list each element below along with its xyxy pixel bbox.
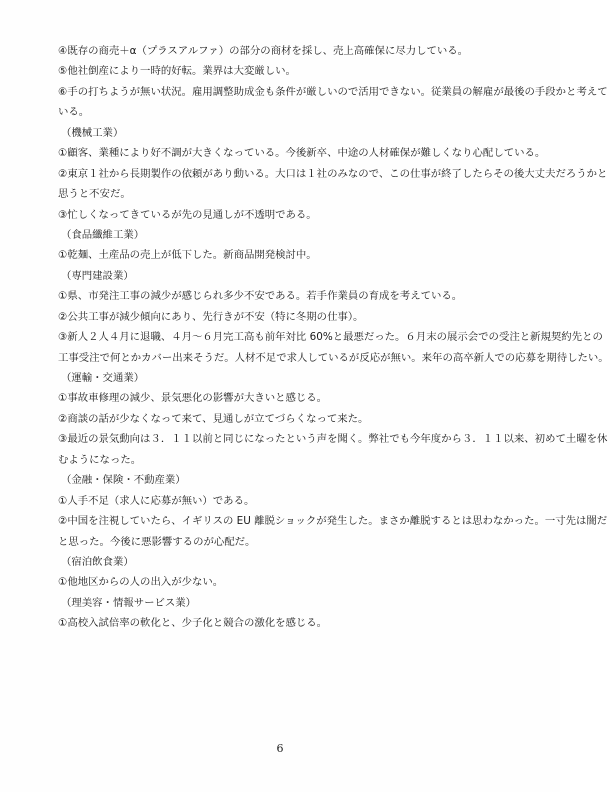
body-text-line: ①人手不足（求人に応募が無い）である。 [58,494,255,507]
page-number: 6 [276,742,284,755]
body-text-line: ⑥手の打ちようが無い状況。雇用調整助成金も条件が厳しいので活用できない。従業員の解雇が最後の手段かと考えて [58,85,608,98]
body-text-line: ①顧客、業種により好不調が大きくなっている。今後新卒、中途の人材確保が難しくなり心配している。 [58,147,546,160]
section-heading: （機械工業） [61,126,124,139]
section-heading: （食品纖維工業） [61,228,145,241]
body-text-line: 思うと不安だ。 [58,188,131,201]
body-text-line: ③新人２人４月に退職、４月～６月完工高も前年対比 60%と最悪だった。６月末の展示会での受注と新規契約先との [58,331,603,344]
section-heading: （理美容・情報サービス業） [61,596,197,609]
body-text-line: 工事受注で何とかカバー出来そうだ。人材不足で求人しているが反応が無い。来年の高卒新人での応募を期待したい。 [58,351,609,364]
section-heading: （宿泊飲食業） [61,555,134,568]
body-text-line: ①事故車修理の減少、景気悪化の影響が大きいと感じる。 [58,392,328,405]
document-body [58,41,609,634]
body-text-line: ②東京１社から長期製作の依頼があり動いる。大口は１社のみなので、この仕事が終了したらその後大丈夫だろうかと [58,167,608,180]
section-heading: （専門建設業） [61,269,134,282]
section-heading: （金融・保険・不動産業） [61,474,186,487]
body-text-line: ④既存の商売＋α（プラスアルファ）の部分の商材を採し、売上高確保に尽力している。 [58,45,469,57]
body-text-line: ②商談の話が少なくなって来て、見通しが立てづらくなって来た。 [58,412,369,425]
body-text-line: ③最近の景気動向は３．１１以前と同じになったという声を聞く。弊社でも今年度から３．１１以来、初めて土曜を休 [58,433,608,446]
body-text-line: ③忙しくなってきているが先の見通しが不透明である。 [58,208,317,221]
body-text-line: ②中国を注視していたら、イギリスの EU 離脱ショックが発生した。まさか離脱するとは思わなかった。一寸先は闇だ [58,515,608,528]
body-text-line: ⑤他社倒産により一時的好転。業界は大変厳しい。 [58,65,296,78]
body-text-line: ①高校入試倍率の軟化と、少子化と競合の激化を感じる。 [58,617,328,630]
body-text-line: ①他地区からの人の出入が少ない。 [58,576,224,589]
body-text-line: ②公共工事が減少傾向にあり、先行きが不安（特に冬期の仕事）。 [58,310,364,323]
body-text-line: ①県、市発注工事の減少が感じられ多少不安である。若手作業員の育成を考えている。 [58,290,463,303]
section-heading: （運輸・交通業） [61,372,145,384]
body-text-line: いる。 [58,106,90,119]
body-text-line: と思った。今後に悪影響するのが心配だ。 [58,535,256,548]
body-text-line: ①乾麺、土産品の売上が低下した。新商品開発検討中。 [58,249,317,262]
body-text-line: むようになった。 [58,453,142,466]
